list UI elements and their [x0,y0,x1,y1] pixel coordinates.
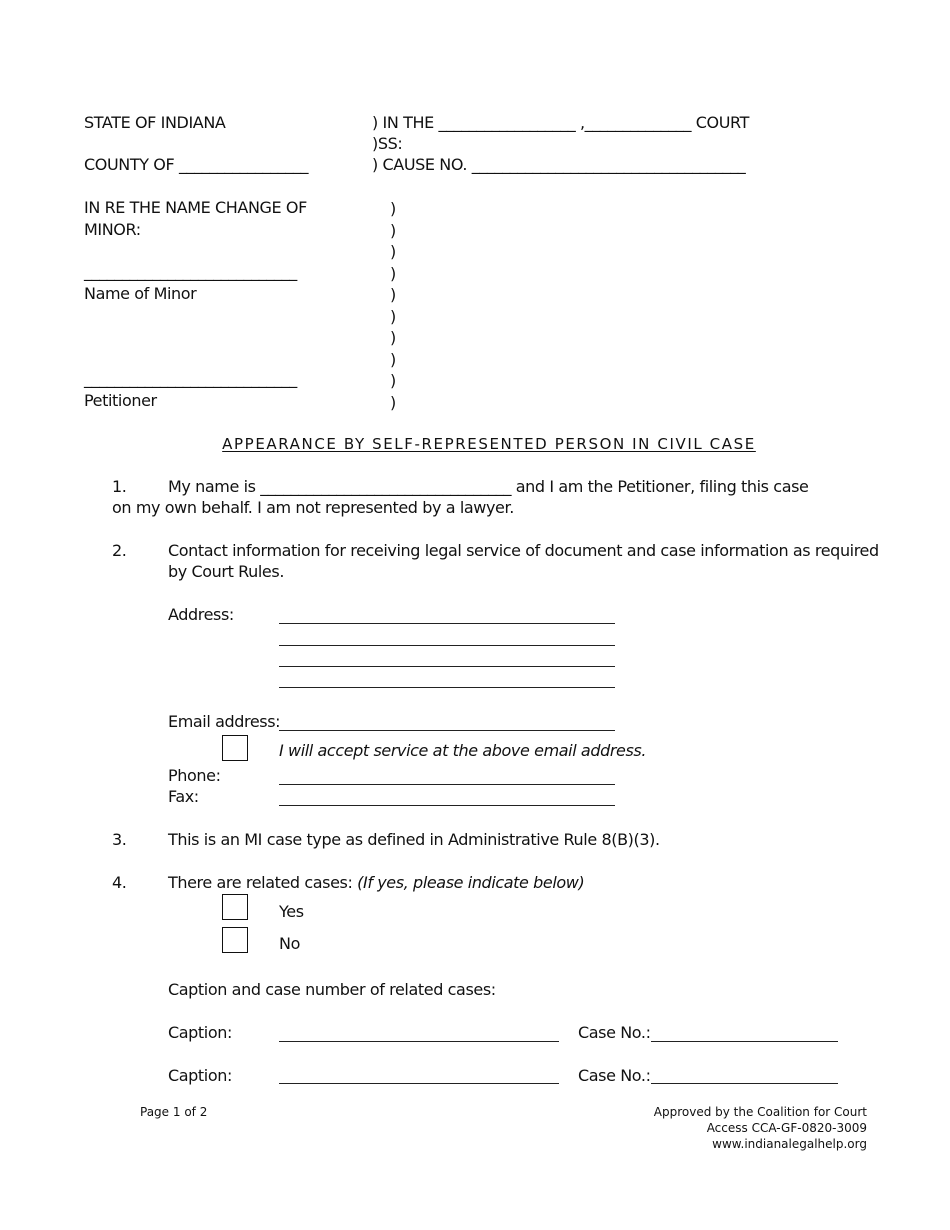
phone-line[interactable] [279,784,615,785]
item-4-number: 4. [112,873,127,892]
caption-label-2: Caption: [168,1066,232,1085]
related-cases-no-checkbox[interactable] [222,927,248,953]
caption-label-1: Caption: [168,1023,232,1042]
caption-paren: ) [390,328,396,347]
item-1-text-line-1: My name is _________________________________ and I am the Petitioner, filing this case [168,477,809,496]
document-title: APPEARANCE BY SELF-REPRESENTED PERSON IN CIVIL CASE [222,435,756,453]
page-number: Page 1 of 2 [140,1105,208,1119]
court-line: ) IN THE __________________ ,______________ COURT [372,113,749,132]
minor-name-label: Name of Minor [84,284,197,303]
item-3-text: This is an MI case type as defined in Administrative Rule 8(B)(3). [168,830,660,849]
item-2-text-line-1: Contact information for receiving legal service of document and case information as required [168,541,879,560]
caption-title-line-1: IN RE THE NAME CHANGE OF [84,198,307,217]
item-3-number: 3. [112,830,127,849]
address-line-1[interactable] [279,623,615,624]
caption-line-1[interactable] [279,1041,559,1042]
case-number-line-1[interactable] [651,1041,838,1042]
phone-label: Phone: [168,766,221,785]
website-link[interactable]: www.indianalegalhelp.org [712,1137,867,1151]
item-4-text-plain: There are related cases: [168,873,358,892]
caption-paren: ) [390,263,396,283]
caption-paren: ) [390,349,396,369]
caption-paren: ) [390,285,396,304]
petitioner-blank[interactable]: ____________________________ [84,369,297,388]
item-4-text [168,873,584,893]
address-line-4[interactable] [279,687,615,688]
case-number-label-2: Case No.: [578,1066,651,1085]
caption-paren: ) [390,199,396,218]
caption-paren: ) [390,371,396,390]
caption-title-line-2: MINOR: [84,220,141,239]
state-label: STATE OF INDIANA [84,113,226,132]
item-2-number: 2. [112,541,127,560]
item-4-text-italic: (If yes, please indicate below) [357,873,585,892]
petitioner-label: Petitioner [84,391,157,410]
caption-line-2[interactable] [279,1083,559,1084]
approval-line-1: Approved by the Coalition for Court [653,1105,867,1119]
item-1-text-line-2: on my own behalf. I am not represented by a lawyer. [112,498,514,517]
fax-label: Fax: [168,787,199,806]
cause-number-line: ) CAUSE NO. ____________________________________ [372,155,746,174]
related-cases-yes-label: Yes [279,902,304,921]
related-cases-yes-checkbox[interactable] [222,894,248,920]
email-line[interactable] [279,730,615,731]
ss-label: )SS: [372,134,403,153]
fax-line[interactable] [279,805,615,806]
address-line-3[interactable] [279,666,615,667]
case-number-line-2[interactable] [651,1083,838,1084]
email-consent-checkbox[interactable] [222,735,248,761]
email-consent-text: I will accept service at the above email address. [279,741,647,760]
caption-paren: ) [390,392,396,412]
approval-line-2: Access CCA-GF-0820-3009 [706,1121,867,1135]
address-label: Address: [168,605,234,624]
related-cases-label: Caption and case number of related cases: [168,980,496,999]
related-cases-no-label: No [279,934,300,953]
item-1-number: 1. [112,477,127,496]
email-label: Email address: [168,712,281,731]
item-2-text-line-2: by Court Rules. [168,562,285,581]
case-number-label-1: Case No.: [578,1023,651,1042]
county-line: COUNTY OF _________________ [84,155,309,174]
address-line-2[interactable] [279,645,615,646]
caption-paren: ) [390,220,396,240]
caption-paren: ) [390,242,396,261]
minor-name-blank[interactable]: ____________________________ [84,262,297,281]
caption-paren: ) [390,306,396,326]
